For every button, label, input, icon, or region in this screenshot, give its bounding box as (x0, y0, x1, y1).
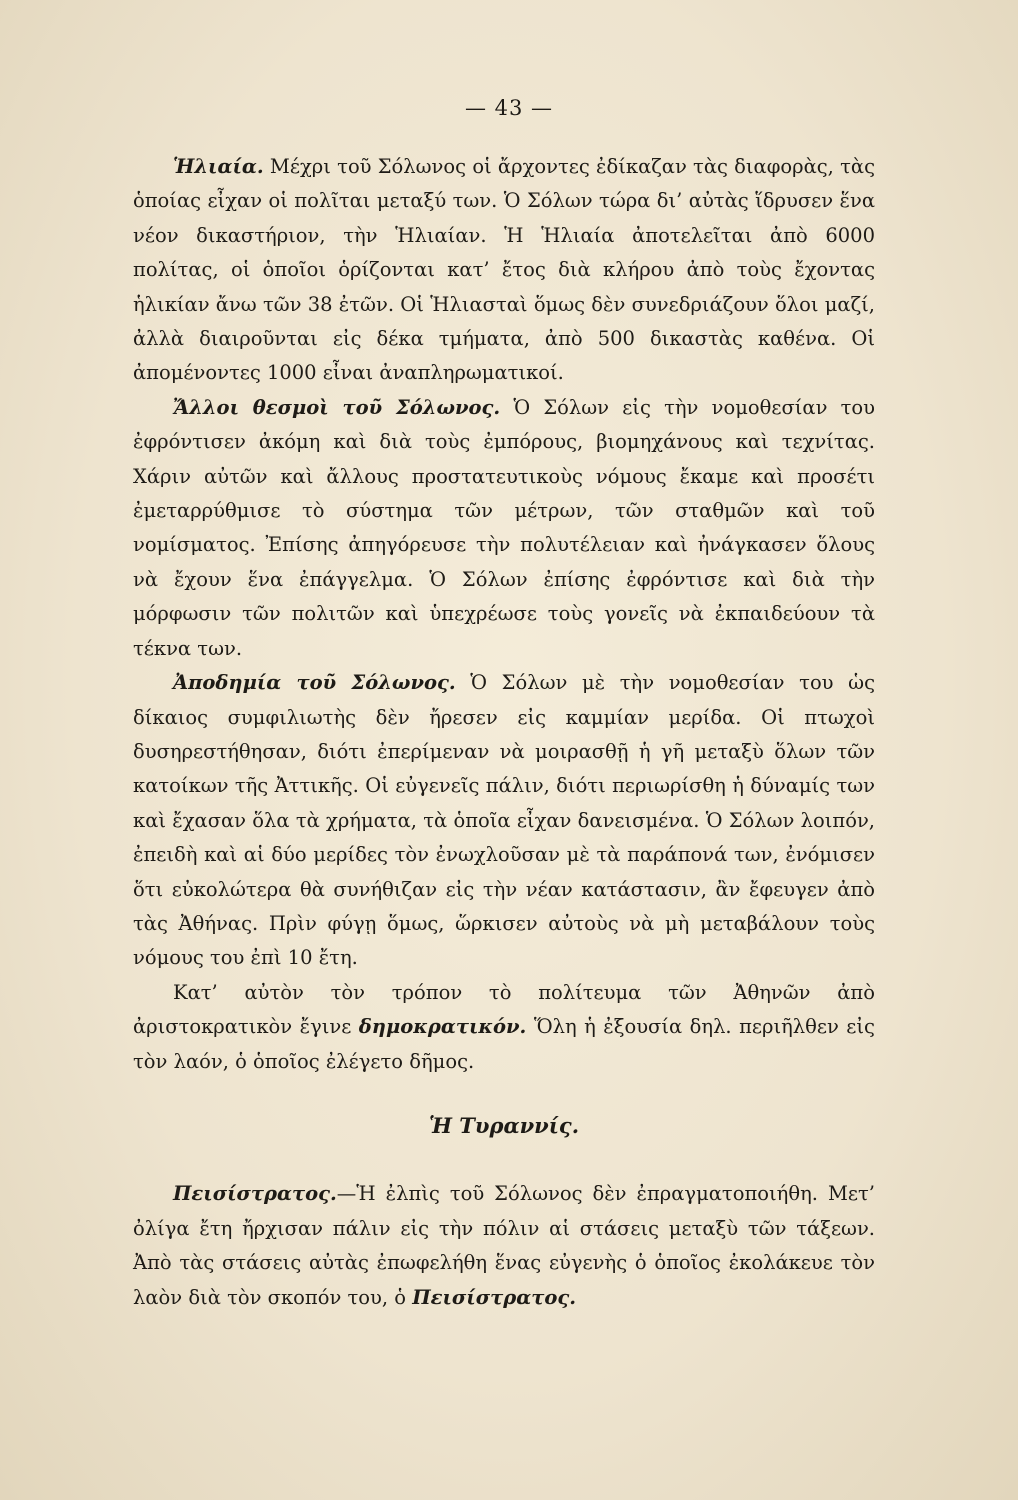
emphasis-text: Πεισίστρατος. (412, 1285, 577, 1309)
emphasis-text: δημοκρατικόν. (358, 1015, 527, 1039)
page-number: — 43 — (464, 96, 554, 120)
paragraph-text: Ὁ Σόλων μὲ τὴν νομοθεσίαν του ὡς δίκαιος συμφιλιωτὴς δὲν ἤρεσεν εἰς καμμίαν μερίδα. Οἱ πτωχοὶ δυσηρεστήθησαν, διότι ἐπερίμεναν νὰ μοιρασθῇ ἡ γῆ μεταξὺ ὅλων τῶν κατοίκων τῆς Ἀττικῆς. Οἱ εὐγενεῖς πάλιν, διότι περιωρίσθη ἡ δύναμίς των καὶ ἔχασαν ὅλα τὰ χρήματα, τὰ ὁποῖα εἶχαν δανεισμένα. Ὁ Σόλων λοιπόν, ἐπειδὴ καὶ αἱ δύο μερίδες τὸν ἐνωχλοῦσαν μὲ τὰ παράπονά των, ἐνόμισεν ὅτι εὐκολώτερα θὰ συνήθιζαν εἰς τὴν νέαν κατάστασιν, ἂν ἔφευγεν ἀπὸ τὰς Ἀθήνας. Πρὶν φύγῃ ὅμως, ὥρκισεν αὐτοὺς νὰ μὴ μεταβάλουν τοὺς νόμους του ἐπὶ 10 ἔτη. (133, 671, 875, 970)
paragraph-text: Ὁ Σόλων εἰς τὴν νομοθεσίαν του ἐφρόντισεν ἀκόμη καὶ διὰ τοὺς ἐμπόρους, βιομηχάνους καὶ τεχνίτας. Χάριν αὐτῶν καὶ ἄλλους προστατευτικοὺς νόμους ἔκαμε καὶ προσέτι ἐμεταρρύθμισε τὸ σύστημα τῶν μέτρων, τῶν σταθμῶν καὶ τοῦ νομίσματος. Ἐπίσης ἀπηγόρευσε τὴν πολυτέλειαν καὶ ἠνάγκασεν ὅλους νὰ ἔχουν ἕνα ἐπάγγελμα. Ὁ Σόλων ἐπίσης ἐφρόντισε καὶ διὰ τὴν μόρφωσιν τῶν πολιτῶν καὶ ὑπεχρέωσε τοὺς γονεῖς νὰ ἐκπαιδεύουν τὰ τέκνα των. (133, 395, 876, 660)
body-text (133, 150, 875, 1315)
paragraph-heading: Πεισίστρατος. (173, 1182, 337, 1206)
section-heading: Ἡ Τυραννίς. (428, 1112, 579, 1138)
paragraph-democracy (133, 976, 875, 1079)
paragraph-solon-departure (133, 666, 875, 976)
paragraph-heading: Ἀποδημία τοῦ Σόλωνος. (173, 671, 456, 695)
em-dash: — (336, 1182, 357, 1206)
paragraph-heading: Ἡλιαία. (173, 155, 264, 178)
paragraph-other-institutions (133, 391, 875, 666)
paragraph-peisistratos (133, 1177, 875, 1315)
paragraph-text: Ὅλη ἡ ἐξουσία δηλ. περιῆλθεν εἰς τὸν λαόν, ὁ ὁποῖος ἐλέγετο δῆμος. (133, 1015, 875, 1073)
paragraph-text: Κατ’ αὐτὸν τὸν τρόπον τὸ πολίτευμα τῶν Ἀθηνῶν ἀπὸ ἀριστοκρατικὸν ἔγινε (133, 980, 875, 1039)
paragraph-heading: Ἄλλοι θεσμοὶ τοῦ Σόλωνος. (173, 395, 501, 419)
paragraph-heliaia (133, 150, 875, 391)
paragraph-text: Μέχρι τοῦ Σόλωνος οἱ ἄρχοντες ἐδίκαζαν τὰς διαφορὰς, τὰς ὁποίας εἶχαν οἱ πολῖται μεταξύ των. Ὁ Σόλων τώρα δι’ αὐτὰς ἵδρυσεν ἕνα νέον δικαστήριον, τὴν Ἡλιαίαν. Ἡ Ἡλιαία ἀποτελεῖται ἀπὸ 6000 πολίτας, οἱ ὁποῖοι ὁρίζονται κατ’ ἔτος διὰ κλήρου ἀπὸ τοὺς ἔχοντας ἡλικίαν ἄνω τῶν 38 ἐτῶν. Οἱ Ἡλιασταὶ ὅμως δὲν συνεδριάζουν ὅλοι μαζί, ἀλλὰ διαιροῦνται εἰς δέκα τμήματα, ἀπὸ 500 δικαστὰς καθένα. Οἱ ἀπομένοντες 1000 εἶναι ἀναπληρωματικοί. (133, 155, 875, 385)
paragraph-text: Ἡ ἐλπὶς τοῦ Σόλωνος δὲν ἐπραγματοποιήθη. Μετ’ ὀλίγα ἔτη ἤρχισαν πάλιν εἰς τὴν πόλιν αἱ στάσεις μεταξὺ τῶν τάξεων. Ἀπὸ τὰς στάσεις αὐτὰς ἐπωφελήθη ἕνας εὐγενὴς ὁ ὁποῖος ἐκολάκευε τὸν λαὸν διὰ τὸν σκοπόν του, ὁ (133, 1182, 875, 1309)
